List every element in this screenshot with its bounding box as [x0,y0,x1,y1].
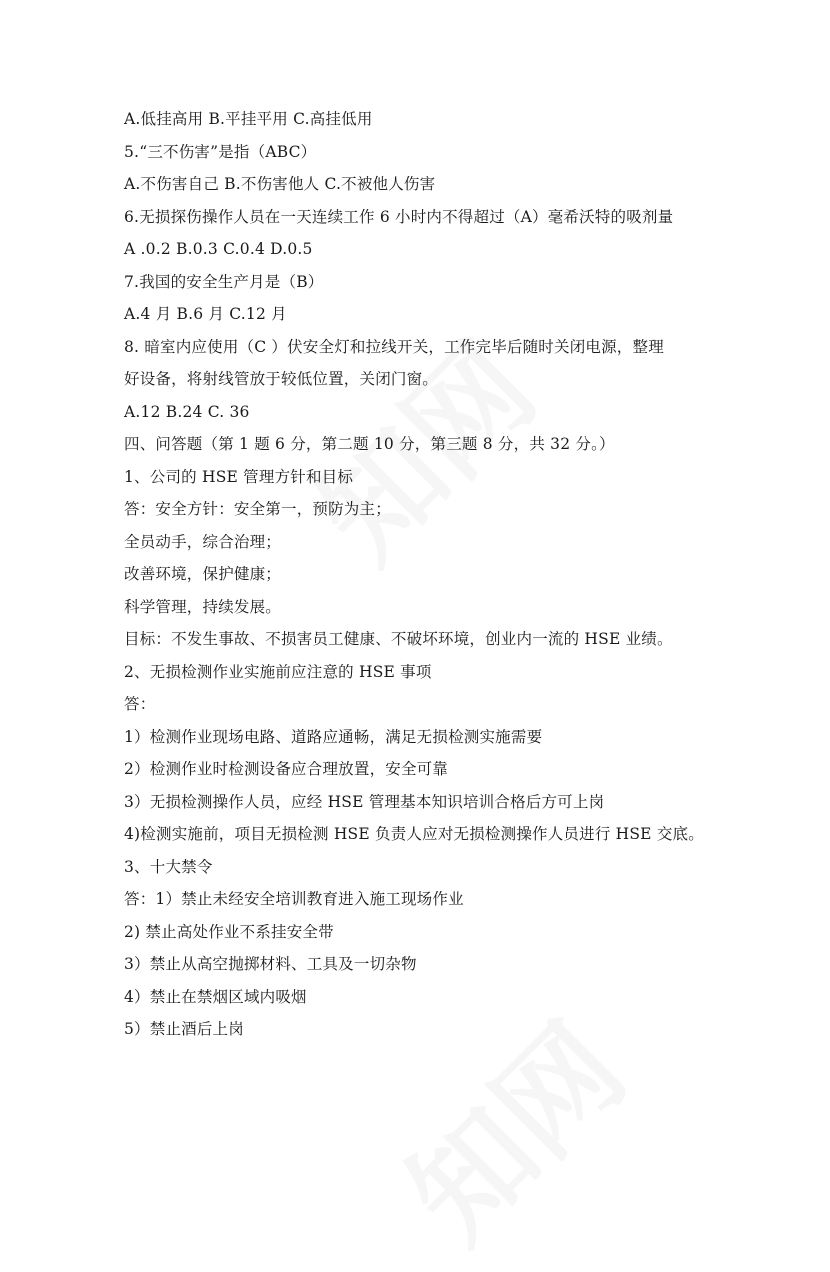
text-line: 好设备，将射线管放于较低位置，关闭门窗。 [124,370,439,388]
text-line: A .0.2 B.0.3 C.0.4 D.0.5 [124,240,313,258]
list-item: 3）禁止从高空抛掷材料、工具及一切杂物 [124,955,417,973]
text-line: 改善环境，保护健康； [124,565,282,583]
question-8: 8. 暗室内应使用（C ）伏安全灯和拉线开关，工作完毕后随时关闭电源，整理 [124,337,664,356]
list-item: 1）检测作业现场电路、道路应通畅，满足无损检测实施需要 [124,727,543,746]
list-item: 2）检测作业时检测设备应合理放置，安全可靠 [124,760,449,778]
question-heading: 2、无损检测作业实施前应注意的 HSE 事项 [124,662,432,681]
text-line: 答：安全方针：安全第一，预防为主； [124,500,391,518]
question-6: 6.无损探伤操作人员在一天连续工作 6 小时内不得超过（A）毫希沃特的吸剂量 [124,207,674,226]
text-line: A.不伤害自己 B.不伤害他人 C.不被他人伤害 [124,175,436,193]
list-item: 4)检测实施前，项目无损检测 HSE 负责人应对无损检测操作人员进行 HSE 交底。 [124,825,704,843]
section-heading: 四、问答题（第 1 题 6 分，第二题 10 分，第三题 8 分，共 32 分。） [124,435,615,453]
text-line: 答： [124,695,156,713]
list-item: 答：1）禁止未经安全培训教育进入施工现场作业 [124,890,464,908]
text-line: 科学管理，持续发展。 [124,597,282,616]
list-item: 2) 禁止高处作业不系挂安全带 [124,922,334,941]
text-line: A.4 月 B.6 月 C.12 月 [124,305,287,323]
text-line: A.12 B.24 C. 36 [124,402,250,421]
question-heading: 3、十大禁令 [124,857,213,876]
text-line: A.低挂高用 B.平挂平用 C.高挂低用 [124,110,373,128]
text-line: 目标：不发生事故、不损害员工健康、不破坏环境，创业内一流的 HSE 业绩。 [124,630,673,648]
list-item: 4）禁止在禁烟区域内吸烟 [124,987,307,1006]
question-heading: 1、公司的 HSE 管理方针和目标 [124,467,354,486]
text-line: 全员动手，综合治理； [124,532,282,551]
list-item: 5）禁止酒后上岗 [124,1020,244,1038]
document-body [124,103,724,1046]
question-7: 7.我国的安全生产月是（B） [124,272,324,291]
question-5: 5.“三不伤害”是指（ABC） [124,142,317,161]
list-item: 3）无损检测操作人员，应经 HSE 管理基本知识培训合格后方可上岗 [124,792,605,811]
